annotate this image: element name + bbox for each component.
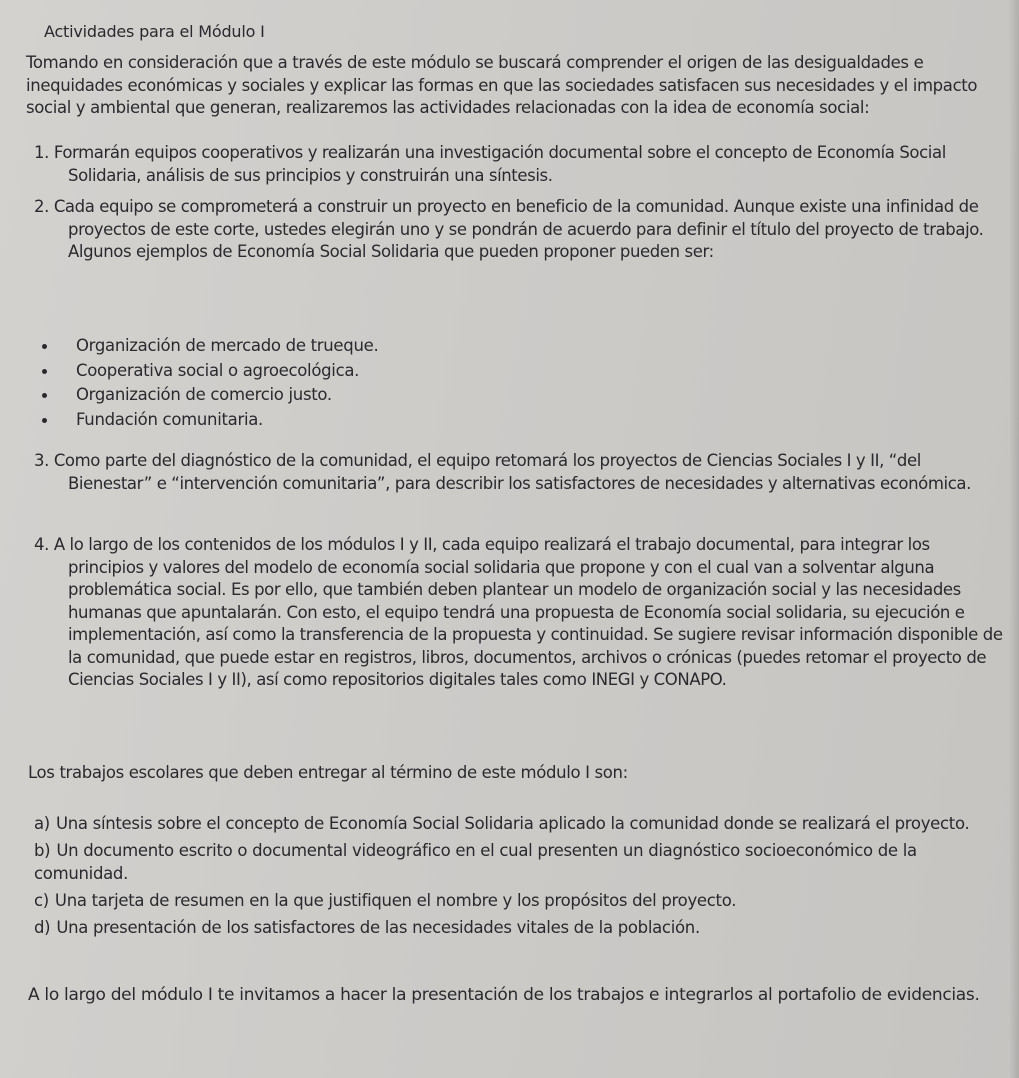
activity-number: 3. xyxy=(34,451,49,470)
list-item: d) Una presentación de los satisfactores de las necesidades vitales de la población. xyxy=(34,918,700,937)
activity-item-2 xyxy=(34,196,1009,264)
list-item: Fundación comunitaria. xyxy=(40,408,378,433)
activity-text: Como parte del diagnóstico de la comunidad, el equipo retomará los proyectos de Ciencias Sociales I y II, “del Bienestar” e “intervención comunitaria”, para describir los satisfactores de necesidades y alternativas económica. xyxy=(53,451,971,493)
deliverables-intro: Los trabajos escolares que deben entregar al término de este módulo I son: xyxy=(28,763,628,782)
activity-text: Cada equipo se comprometerá a construir un proyecto en beneficio de la comunidad. Aunque existe una infinidad de proyectos de este corte, ustedes elegirán uno y se pondrán de acuerdo para definir el título del proyecto de trabajo. Algunos ejemplos de Economía Social Solidaria que pueden proponer pueden ser: xyxy=(53,197,984,261)
bullet-icon xyxy=(42,369,47,374)
list-item: a) Una síntesis sobre el concepto de Economía Social Solidaria aplicado la comunidad donde se realizará el proyecto. xyxy=(34,814,970,833)
bullet-icon xyxy=(42,393,47,398)
activity-text: Formarán equipos cooperativos y realizarán una investigación documental sobre el concepto de Economía Social Solidaria, análisis de sus principios y construirán una síntesis. xyxy=(53,143,946,185)
activity-number: 1. xyxy=(34,143,49,162)
list-item: Cooperativa social o agroecológica. xyxy=(40,359,378,384)
list-item: c) Una tarjeta de resumen en la que justifiquen el nombre y los propósitos del proyecto. xyxy=(34,891,737,910)
page-heading: Actividades para el Módulo I xyxy=(44,22,265,41)
page-shadow xyxy=(1009,0,1019,1078)
examples-list xyxy=(40,334,378,432)
activity-item-3 xyxy=(34,450,1009,495)
intro-paragraph: Tomando en consideración que a través de este módulo se buscará comprender el origen de las desigualdades e inequidades económicas y sociales y explicar las formas en que las sociedades satisfacen sus necesidades y el impacto social y ambiental que generan, realizaremos las actividades relacionadas con la idea de economía social: xyxy=(26,53,978,117)
bullet-icon xyxy=(42,344,47,349)
list-item: Organización de comercio justo. xyxy=(40,383,378,408)
deliverables-list xyxy=(34,812,1004,943)
bullet-icon xyxy=(42,418,47,423)
activity-item-1 xyxy=(34,142,1009,187)
activity-number: 2. xyxy=(34,197,49,216)
activity-text: A lo largo de los contenidos de los módulos I y II, cada equipo realizará el trabajo documental, para integrar los principios y valores del modelo de economía social solidaria que propone y con el cual van a solventar alguna problemática social. Es por ello, que también deben plantear un modelo de organización social y las necesidades humanas que apuntalarán. Con esto, el equipo tendrá una propuesta de Economía social solidaria, su ejecución e implementación, así como la transferencia de la propuesta y continuidad. Se sugiere revisar información disponible de la comunidad, que puede estar en registros, libros, documentos, archivos o crónicas (puedes retomar el proyecto de Ciencias Sociales I y II), así como repositorios digitales tales como INEGI y CONAPO. xyxy=(53,535,1003,689)
closing-paragraph: A lo largo del módulo I te invitamos a hacer la presentación de los trabajos e integrarlos al portafolio de evidencias. xyxy=(28,985,980,1005)
list-item: b) Un documento escrito o documental videográfico en el cual presenten un diagnóstico socioeconómico de la comunidad. xyxy=(34,841,917,883)
activity-item-4 xyxy=(34,534,1009,692)
list-item: Organización de mercado de trueque. xyxy=(40,334,378,359)
activity-number: 4. xyxy=(34,535,49,554)
